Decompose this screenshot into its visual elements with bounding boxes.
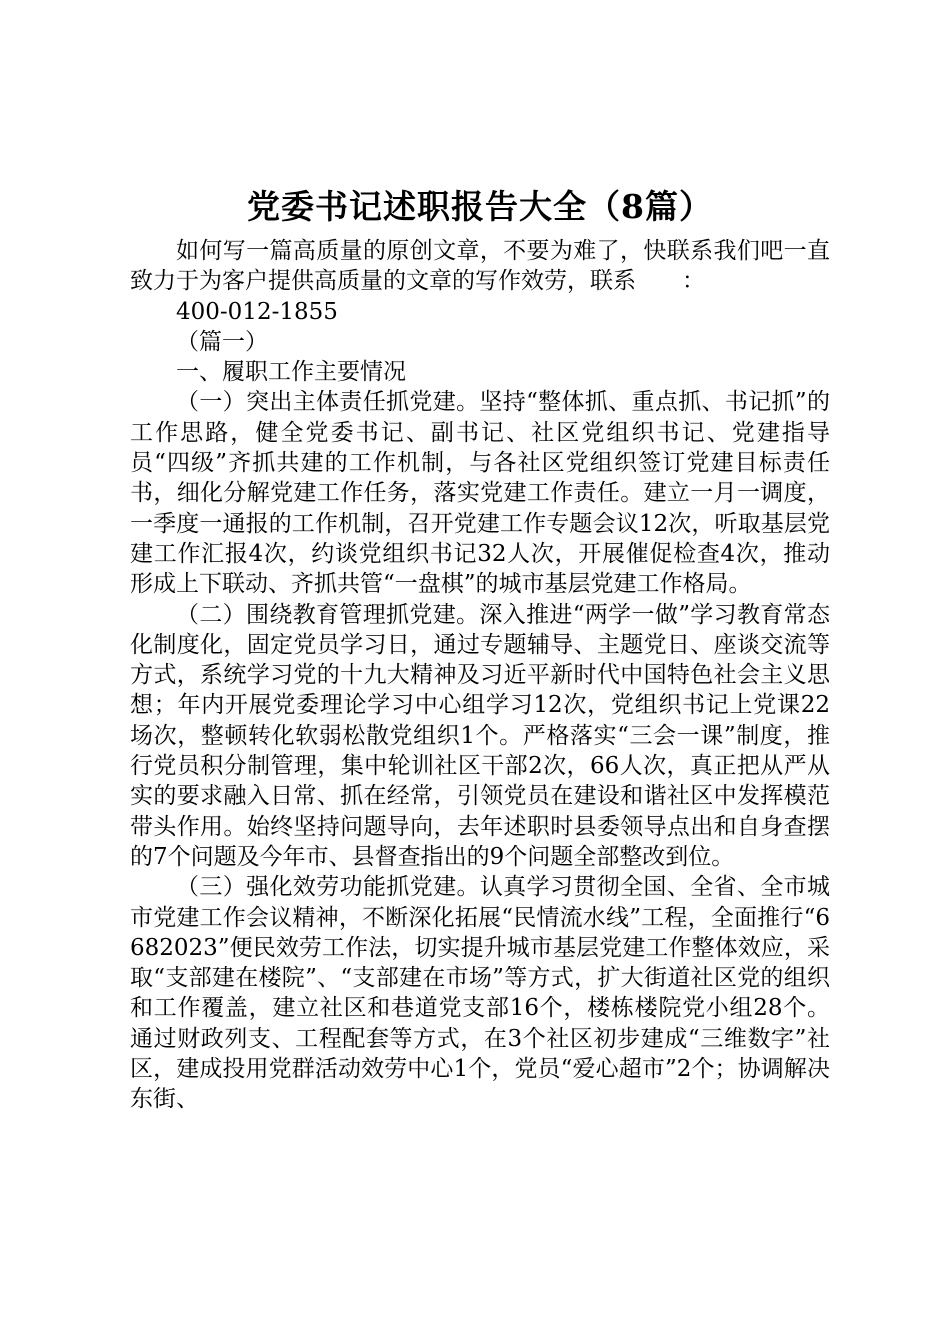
body-paragraph-2: （二）围绕教育管理抓党建。深入推进“两学一做”学习教育常态化制度化，固定党员学习日，通过专题辅导、主题党日、座谈交流等方式，系统学习党的十九大精神及习近平新时代中国特色社会主义思想；年内开展党委理论学习中心组学习12次，党组织书记上党课22场次，整顿转化软弱松散党组织1个。严格落实“三会一课”制度，推行党员积分制管理，集中轮训社区干部2次，66人次，真正把从严从实的要求融入日常、抓在经常，引领党员在建设和谐社区中发挥模范带头作用。始终坚持问题导向，去年述职时县委领导点出和自身查摆的7个问题及今年市、县督查指出的9个问题全部整改到位。 (130, 601, 830, 870)
intro-phone: 400-012-1855 (176, 298, 338, 325)
document-title: 党委书记述职报告大全（8篇） (247, 187, 713, 226)
section-label: （篇一） (176, 328, 268, 355)
body-paragraph-1: （一）突出主体责任抓党建。坚持“整体抓、重点抓、书记抓”的工作思路，健全党委书记、副书记、社区党组织书记、党建指导员“四级”齐抓共建的工作机制，与各社区党组织签订党建目标责任书，细化分解党建工作任务，落实党建工作责任。建立一月一调度，一季度一通报的工作机制，召开党建工作专题会议12次，听取基层党建工作汇报4次，约谈党组织书记32人次，开展催促检查4次，推动形成上下联动、齐抓共管“一盘棋”的城市基层党建工作格局。 (130, 389, 830, 598)
section-heading: 一、履职工作主要情况 (176, 359, 406, 386)
document-page (130, 182, 830, 1115)
body-paragraph-3: （三）强化效劳功能抓党建。认真学习贯彻全国、全省、全市城市党建工作会议精神，不断深化拓展“民情流水线”工程，全面推行“6682023”便民效劳工作法，切实提升城市基层党建工作整体效应，采取“支部建在楼院”、“支部建在市场”等方式，扩大街道社区党的组织和工作覆盖，建立社区和巷道党支部16个，楼栋楼院党小组28个。通过财政列支、工程配套等方式，在3个社区初步建成“三维数字”社区，建成投用党群活动效劳中心1个，党员“爱心超市”2个；协调解决东街、 (130, 874, 830, 1113)
intro-paragraph (130, 236, 830, 327)
intro-text: 如何写一篇高质量的原创文章，不要为难了，快联系我们吧一直致力于为客户提供高质量的文章的写作效劳，联系 ： (130, 238, 830, 295)
